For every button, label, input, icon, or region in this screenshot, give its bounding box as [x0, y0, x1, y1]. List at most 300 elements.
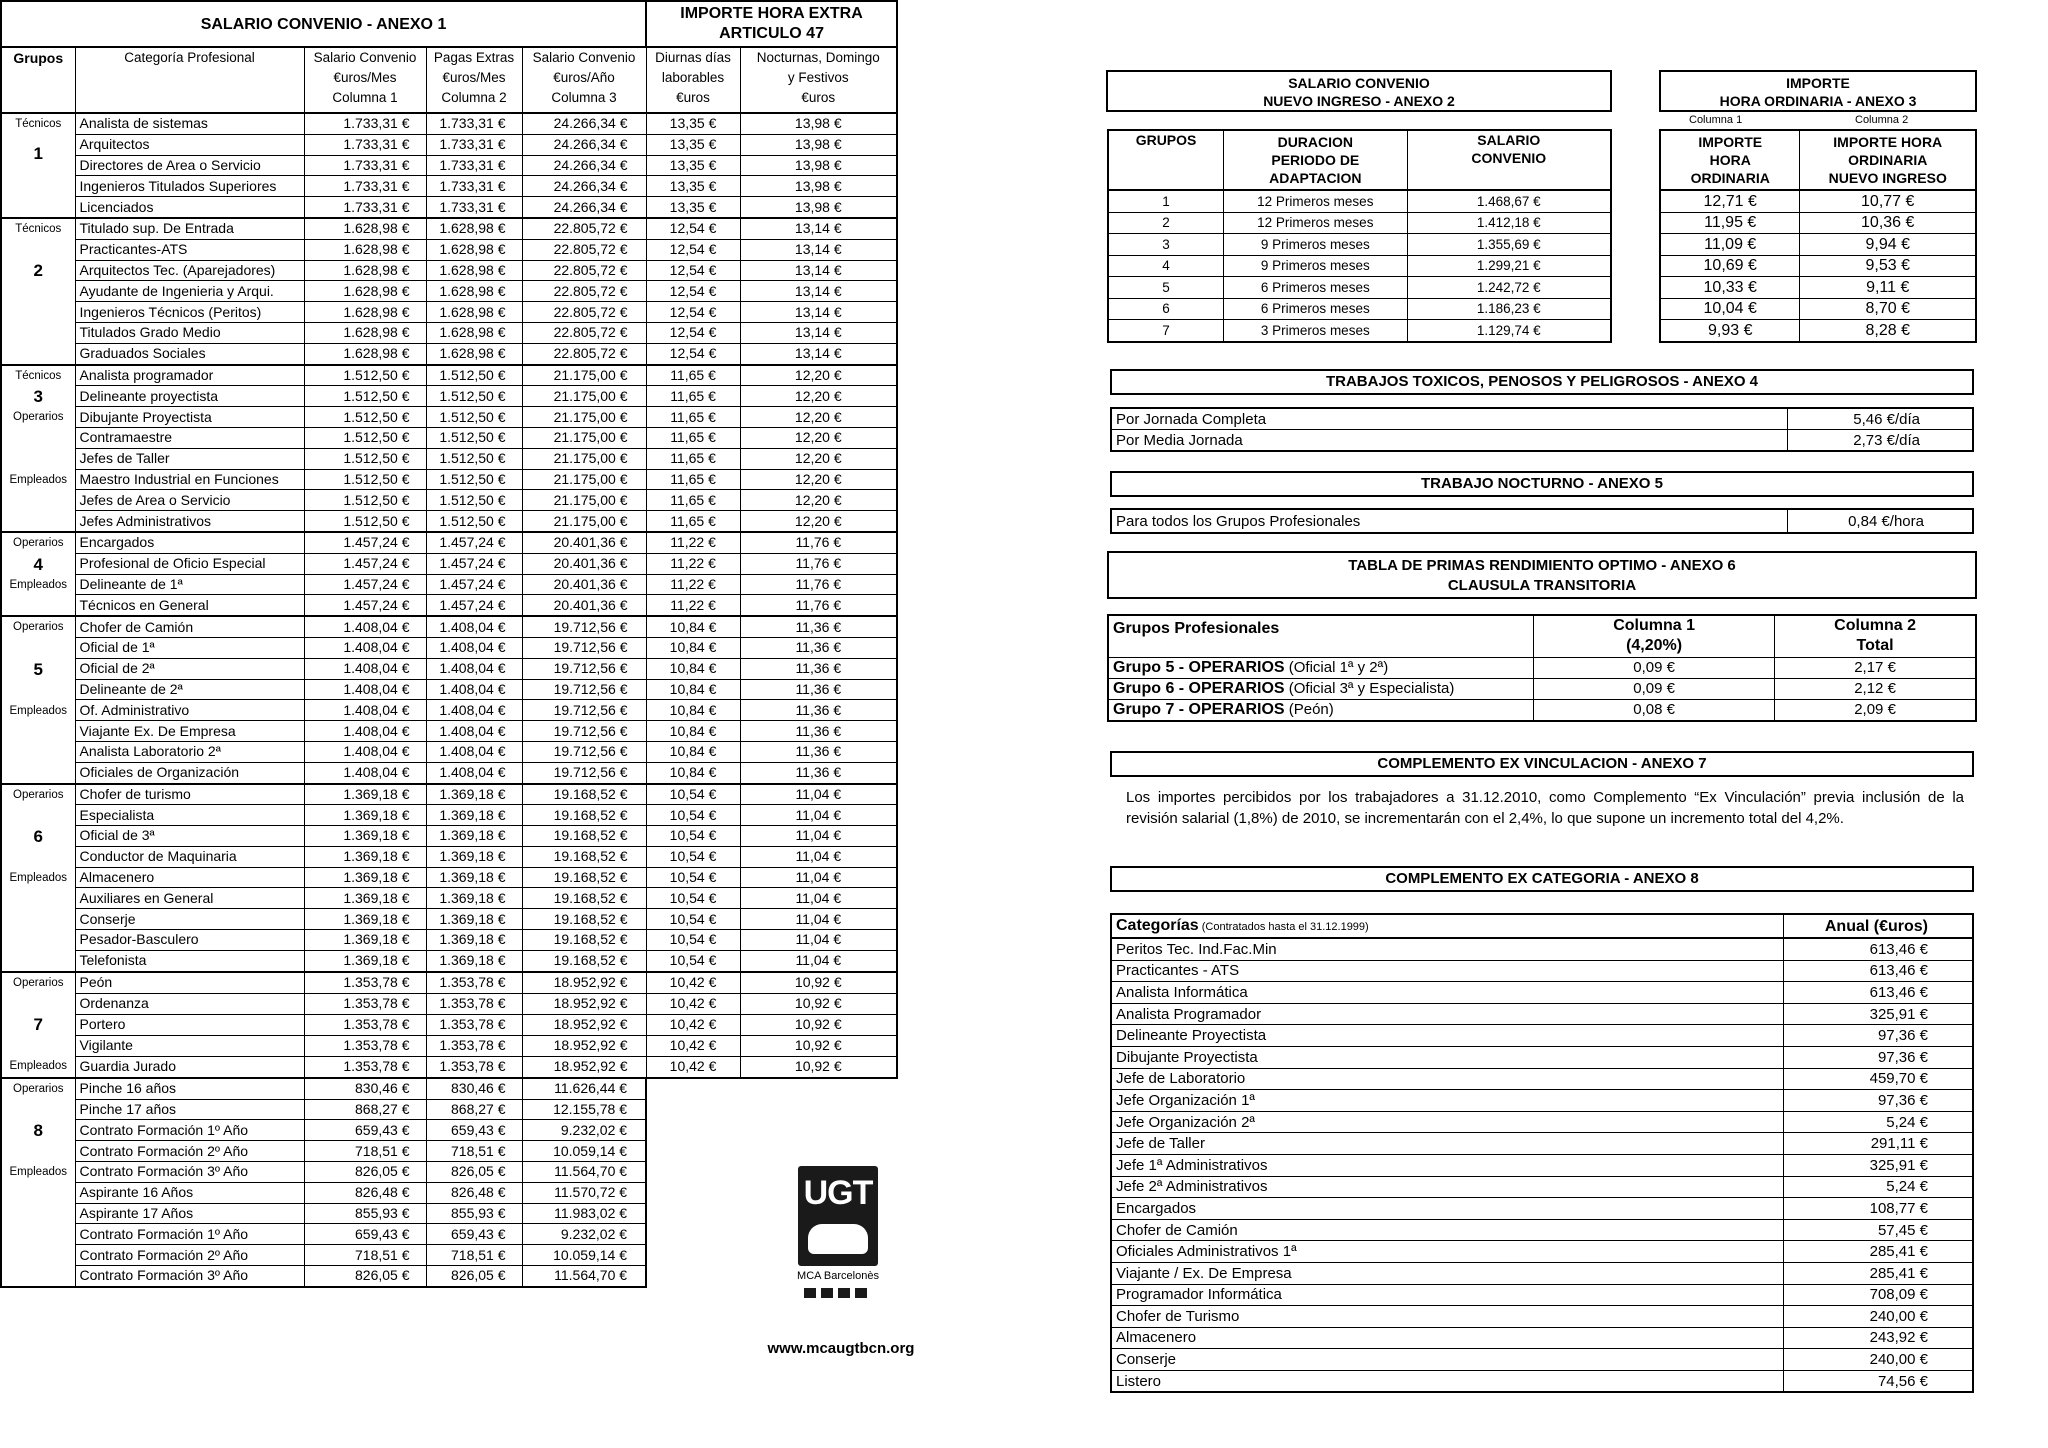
group-label: Empleados — [9, 871, 68, 884]
group-label: Operarios — [13, 788, 64, 801]
group-cell — [1, 972, 75, 1078]
night-hour-cell: 10,92 € — [740, 972, 897, 994]
salary-month-cell: 1.369,18 € — [304, 909, 426, 930]
logo-bars-icon — [804, 1288, 872, 1298]
salary-month-cell: 1.457,24 € — [304, 553, 426, 574]
category-cell: Maestro Industrial en Funciones — [75, 469, 304, 490]
salary-year-cell: 11.983,02 € — [522, 1203, 646, 1224]
salary-year-cell: 19.168,52 € — [522, 784, 646, 805]
extra-pay-cell: 1.369,18 € — [426, 930, 522, 951]
night-hour-cell: 10,92 € — [740, 1014, 897, 1035]
day-hour-cell: 10,54 € — [646, 846, 740, 867]
salary-month-cell: 1.628,98 € — [304, 343, 426, 364]
salary-month-cell: 1.512,50 € — [304, 427, 426, 448]
anexo6-header-c2: Columna 2 Total — [1775, 615, 1976, 657]
day-hour-cell: 10,84 € — [646, 679, 740, 700]
salary-year-cell: 20.401,36 € — [522, 553, 646, 574]
salary-month-cell: 1.369,18 € — [304, 888, 426, 909]
group-cell: 3 — [1108, 234, 1224, 256]
anexo4-title: TRABAJOS TOXICOS, PENOSOS Y PELIGROSOS - ANEXO 4 — [1110, 369, 1974, 395]
group-cell: 2 — [1108, 212, 1224, 234]
hour-rate-new-cell: 10,36 € — [1800, 212, 1976, 234]
group-cell: Grupo 6 - OPERARIOS (Oficial 3ª y Especialista) — [1108, 678, 1534, 699]
extra-pay-cell: 1.628,98 € — [426, 322, 522, 343]
salary-year-cell: 11.564,70 € — [522, 1162, 646, 1183]
table-row — [1, 1014, 897, 1035]
salary-month-cell: 1.733,31 € — [304, 134, 426, 155]
anexo6-header-c1: Columna 1 (4,20%) — [1534, 615, 1775, 657]
category-cell: Oficial de 1ª — [75, 637, 304, 658]
category-cell: Conductor de Maquinaria — [75, 846, 304, 867]
group-cell — [1, 113, 75, 218]
anexo2-header-salario: SALARIO CONVENIO — [1407, 130, 1611, 190]
day-hour-cell: 13,35 € — [646, 197, 740, 218]
table-row — [1660, 277, 1976, 299]
amount-cell: 74,56 € — [1783, 1370, 1973, 1392]
handshake-icon — [808, 1224, 868, 1254]
table-row — [1111, 1349, 1973, 1371]
salary-year-cell: 11.564,70 € — [522, 1266, 646, 1287]
amount-cell: 240,00 € — [1783, 1349, 1973, 1371]
anexo2-header-duracion: DURACION PERIODO DE ADAPTACION — [1224, 130, 1407, 190]
day-hour-cell: 11,65 € — [646, 365, 740, 386]
table-row — [1, 826, 897, 847]
salary-month-cell: 718,51 € — [304, 1245, 426, 1266]
category-cell: Arquitectos — [75, 134, 304, 155]
ugt-logo — [778, 1166, 898, 1308]
day-hour-cell — [646, 1245, 740, 1266]
extra-pay-cell: 1.733,31 € — [426, 134, 522, 155]
amount-cell: 5,24 € — [1783, 1176, 1973, 1198]
anexo6-header-grupos: Grupos Profesionales — [1108, 615, 1534, 657]
category-cell: Oficiales Administrativos 1ª — [1111, 1241, 1783, 1263]
anexo2-header-grupos: GRUPOS — [1108, 130, 1224, 190]
extra-pay-cell: 1.733,31 € — [426, 113, 522, 134]
table-row — [1108, 234, 1611, 256]
salary-year-cell: 19.168,52 € — [522, 846, 646, 867]
extra-pay-cell: 718,51 € — [426, 1245, 522, 1266]
value-cell-c2: 2,09 € — [1775, 699, 1976, 721]
extra-pay-cell: 1.408,04 € — [426, 637, 522, 658]
hour-rate-cell: 11,09 € — [1660, 234, 1800, 256]
anexo5-row-label: Para todos los Grupos Profesionales — [1111, 509, 1787, 533]
group-label: Empleados — [9, 578, 68, 591]
night-hour-cell: 11,04 € — [740, 888, 897, 909]
extra-pay-cell: 1.408,04 € — [426, 700, 522, 721]
category-cell: Analista programador — [75, 365, 304, 386]
day-hour-cell: 10,42 € — [646, 1035, 740, 1056]
table-row — [1108, 277, 1611, 299]
day-hour-cell: 12,54 € — [646, 218, 740, 239]
group-cell: Grupo 7 - OPERARIOS (Peón) — [1108, 699, 1534, 721]
salary-month-cell: 1.512,50 € — [304, 448, 426, 469]
salary-year-cell: 22.805,72 € — [522, 218, 646, 239]
category-cell: Delineante Proyectista — [1111, 1025, 1783, 1047]
night-hour-cell: 10,92 € — [740, 993, 897, 1014]
salary-year-cell: 20.401,36 € — [522, 595, 646, 616]
night-hour-cell: 11,04 € — [740, 826, 897, 847]
salary-month-cell: 1.733,31 € — [304, 176, 426, 197]
day-hour-cell: 10,84 € — [646, 762, 740, 783]
group-cell — [1, 532, 75, 616]
table-row — [1660, 234, 1976, 256]
day-hour-cell: 12,54 € — [646, 302, 740, 323]
salary-month-cell: 1.628,98 € — [304, 218, 426, 239]
table-row — [1, 511, 897, 532]
anexo4-row-label: Por Jornada Completa — [1111, 408, 1787, 430]
table-row — [1111, 1046, 1973, 1068]
table-row — [1, 302, 897, 323]
group-cell: Grupo 5 - OPERARIOS (Oficial 1ª y 2ª) — [1108, 657, 1534, 678]
extra-pay-cell: 855,93 € — [426, 1203, 522, 1224]
category-cell: Contramaestre — [75, 427, 304, 448]
table-row — [1, 595, 897, 616]
salary-month-cell: 1.353,78 € — [304, 1014, 426, 1035]
category-cell: Delineante de 2ª — [75, 679, 304, 700]
header-col2: Pagas Extras €uros/Mes Columna 2 — [426, 47, 522, 113]
salary-month-cell: 1.628,98 € — [304, 281, 426, 302]
value-cell-c1: 0,09 € — [1534, 678, 1775, 699]
extra-pay-cell: 1.408,04 € — [426, 616, 522, 637]
category-cell: Peón — [75, 972, 304, 994]
category-cell: Contrato Formación 1º Año — [75, 1120, 304, 1141]
table-row — [1108, 212, 1611, 234]
extra-pay-cell: 1.512,50 € — [426, 511, 522, 532]
value-cell-c1: 0,08 € — [1534, 699, 1775, 721]
night-hour-cell: 11,04 € — [740, 950, 897, 971]
salary-year-cell: 19.168,52 € — [522, 805, 646, 826]
group-label: Empleados — [9, 704, 68, 717]
amount-cell: 97,36 € — [1783, 1025, 1973, 1047]
night-hour-cell: 11,36 € — [740, 721, 897, 742]
night-hour-cell: 11,36 € — [740, 679, 897, 700]
category-cell: Jefe Organización 1ª — [1111, 1090, 1783, 1112]
category-cell: Aspirante 16 Años — [75, 1182, 304, 1203]
extra-pay-cell: 659,43 € — [426, 1224, 522, 1245]
salary-month-cell: 1.512,50 € — [304, 386, 426, 407]
salary-month-cell: 1.369,18 € — [304, 867, 426, 888]
salary-year-cell: 24.266,34 € — [522, 155, 646, 176]
category-cell: Chofer de Turismo — [1111, 1306, 1783, 1328]
extra-pay-cell: 1.353,78 € — [426, 1035, 522, 1056]
anexo4-row-label: Por Media Jornada — [1111, 430, 1787, 452]
day-hour-cell: 11,65 € — [646, 511, 740, 532]
night-hour-cell: 13,98 € — [740, 155, 897, 176]
extra-pay-cell: 1.512,50 € — [426, 427, 522, 448]
table-row — [1, 616, 897, 637]
night-hour-cell: 11,36 € — [740, 637, 897, 658]
day-hour-cell: 10,54 € — [646, 909, 740, 930]
night-hour-cell: 12,20 € — [740, 511, 897, 532]
extra-pay-cell: 1.512,50 € — [426, 469, 522, 490]
day-hour-cell: 12,54 € — [646, 343, 740, 364]
extra-pay-cell: 1.512,50 € — [426, 386, 522, 407]
category-cell: Jefes de Area o Servicio — [75, 490, 304, 511]
day-hour-cell: 10,54 € — [646, 888, 740, 909]
table-row — [1, 950, 897, 971]
table-row — [1, 784, 897, 805]
amount-cell: 285,41 € — [1783, 1262, 1973, 1284]
header-diurnas: Diurnas días laborables €uros — [646, 47, 740, 113]
table-row — [1, 553, 897, 574]
night-hour-cell: 13,14 € — [740, 302, 897, 323]
salary-year-cell: 22.805,72 € — [522, 239, 646, 260]
category-cell: Oficial de 2ª — [75, 658, 304, 679]
value-cell-c2: 2,12 € — [1775, 678, 1976, 699]
salary-year-cell: 22.805,72 € — [522, 322, 646, 343]
extra-pay-cell: 868,27 € — [426, 1099, 522, 1120]
group-number: 2 — [33, 260, 43, 280]
anexo5-table — [1110, 508, 1974, 534]
website-link[interactable]: www.mcaugtbcn.org — [767, 1340, 915, 1357]
value-cell-c1: 0,09 € — [1534, 657, 1775, 678]
anexo8-table — [1110, 913, 1974, 1393]
group-cell — [1, 616, 75, 783]
table-row — [1, 1056, 897, 1078]
night-hour-cell — [740, 1078, 897, 1099]
anexo1-table — [0, 0, 898, 1288]
category-cell: Jefe de Laboratorio — [1111, 1068, 1783, 1090]
hour-rate-cell: 10,04 € — [1660, 298, 1800, 320]
category-cell: Jefe de Taller — [1111, 1133, 1783, 1155]
group-label: Técnicos — [15, 369, 62, 382]
amount-cell: 613,46 € — [1783, 960, 1973, 982]
salary-month-cell: 1.628,98 € — [304, 302, 426, 323]
group-cell: 6 — [1108, 298, 1224, 320]
salary-year-cell: 21.175,00 € — [522, 490, 646, 511]
night-hour-cell: 13,14 € — [740, 322, 897, 343]
amount-cell: 240,00 € — [1783, 1306, 1973, 1328]
night-hour-cell: 11,36 € — [740, 741, 897, 762]
category-cell: Técnicos en General — [75, 595, 304, 616]
table-row — [1, 658, 897, 679]
category-cell: Profesional de Oficio Especial — [75, 553, 304, 574]
category-cell: Chofer de turismo — [75, 784, 304, 805]
salary-year-cell: 21.175,00 € — [522, 407, 646, 428]
category-cell: Ordenanza — [75, 993, 304, 1014]
salary-year-cell: 19.168,52 € — [522, 950, 646, 971]
salary-year-cell: 20.401,36 € — [522, 532, 646, 553]
category-cell: Chofer de Camión — [75, 616, 304, 637]
day-hour-cell: 10,54 € — [646, 950, 740, 971]
amount-cell: 5,24 € — [1783, 1111, 1973, 1133]
extra-pay-cell: 1.733,31 € — [426, 197, 522, 218]
salary-month-cell: 1.408,04 € — [304, 679, 426, 700]
extra-pay-cell: 1.369,18 € — [426, 805, 522, 826]
group-number: 5 — [33, 659, 43, 679]
extra-pay-cell: 1.408,04 € — [426, 658, 522, 679]
night-hour-cell: 11,04 € — [740, 784, 897, 805]
salary-year-cell: 20.401,36 € — [522, 574, 646, 595]
duration-cell: 9 Primeros meses — [1224, 255, 1407, 277]
night-hour-cell: 13,14 € — [740, 343, 897, 364]
table-row — [1, 762, 897, 783]
category-cell: Pinche 16 años — [75, 1078, 304, 1099]
table-row — [1111, 1154, 1973, 1176]
anexo3-table — [1659, 129, 1977, 343]
hour-rate-cell: 9,93 € — [1660, 320, 1800, 342]
anexo8-header-cat: Categorías (Contratados hasta el 31.12.1999) — [1111, 914, 1783, 938]
category-cell: Delineante de 1ª — [75, 574, 304, 595]
salary-month-cell: 1.628,98 € — [304, 322, 426, 343]
day-hour-cell: 11,22 € — [646, 574, 740, 595]
extra-pay-cell: 1.353,78 € — [426, 1056, 522, 1078]
anexo2-table — [1107, 129, 1612, 343]
salary-year-cell: 19.712,56 € — [522, 679, 646, 700]
category-cell: Auxiliares en General — [75, 888, 304, 909]
category-cell: Practicantes - ATS — [1111, 960, 1783, 982]
salary-month-cell: 659,43 € — [304, 1120, 426, 1141]
table-row — [1, 407, 897, 428]
category-cell: Practicantes-ATS — [75, 239, 304, 260]
extra-pay-cell: 1.369,18 € — [426, 888, 522, 909]
anexo4-table — [1110, 407, 1974, 452]
night-hour-cell: 11,04 € — [740, 846, 897, 867]
hour-rate-new-cell: 10,77 € — [1800, 190, 1976, 212]
salary-year-cell: 19.712,56 € — [522, 741, 646, 762]
table-row — [1, 1203, 897, 1224]
table-row — [1111, 1306, 1973, 1328]
table-row — [1, 386, 897, 407]
day-hour-cell: 11,65 € — [646, 469, 740, 490]
anexo1-header-row — [1, 47, 897, 113]
anexo2-title: SALARIO CONVENIO NUEVO INGRESO - ANEXO 2 — [1106, 70, 1612, 112]
anexo5-title: TRABAJO NOCTURNO - ANEXO 5 — [1110, 471, 1974, 497]
night-hour-cell: 11,76 € — [740, 595, 897, 616]
category-cell: Analista de sistemas — [75, 113, 304, 134]
salary-cell: 1.186,23 € — [1407, 298, 1611, 320]
anexo4-row-value: 2,73 €/día — [1787, 430, 1973, 452]
salary-year-cell: 22.805,72 € — [522, 302, 646, 323]
category-cell: Arquitectos Tec. (Aparejadores) — [75, 260, 304, 281]
category-cell: Viajante / Ex. De Empresa — [1111, 1262, 1783, 1284]
salary-year-cell: 21.175,00 € — [522, 448, 646, 469]
table-row — [1, 1162, 897, 1183]
table-row — [1, 1035, 897, 1056]
table-row — [1, 239, 897, 260]
category-cell: Telefonista — [75, 950, 304, 971]
table-row — [1111, 1111, 1973, 1133]
group-number: 7 — [33, 1015, 43, 1035]
extra-pay-cell: 1.408,04 € — [426, 679, 522, 700]
table-row — [1108, 320, 1611, 342]
night-hour-cell: 13,14 € — [740, 218, 897, 239]
category-cell: Dibujante Proyectista — [75, 407, 304, 428]
table-row — [1111, 1327, 1973, 1349]
night-hour-cell: 10,92 € — [740, 1056, 897, 1078]
table-row — [1108, 657, 1976, 678]
category-cell: Analista Informática — [1111, 982, 1783, 1004]
header-col1: Salario Convenio €uros/Mes Columna 1 — [304, 47, 426, 113]
day-hour-cell: 10,54 € — [646, 826, 740, 847]
day-hour-cell: 10,54 € — [646, 930, 740, 951]
night-hour-cell: 12,20 € — [740, 469, 897, 490]
salary-cell: 1.299,21 € — [1407, 255, 1611, 277]
extra-pay-cell: 1.628,98 € — [426, 281, 522, 302]
group-number: 4 — [33, 554, 43, 574]
anexo7-title: COMPLEMENTO EX VINCULACION - ANEXO 7 — [1110, 751, 1974, 777]
table-row — [1, 637, 897, 658]
salary-month-cell: 1.733,31 € — [304, 113, 426, 134]
salary-month-cell: 1.369,18 € — [304, 930, 426, 951]
salary-year-cell: 18.952,92 € — [522, 1014, 646, 1035]
anexo8-header-anual: Anual (€uros) — [1783, 914, 1973, 938]
night-hour-cell — [740, 1099, 897, 1120]
salary-month-cell: 1.353,78 € — [304, 993, 426, 1014]
salary-cell: 1.129,74 € — [1407, 320, 1611, 342]
table-row — [1, 427, 897, 448]
group-cell — [1, 1078, 75, 1287]
category-cell: Oficiales de Organización — [75, 762, 304, 783]
table-row — [1, 490, 897, 511]
category-cell: Contrato Formación 2º Año — [75, 1245, 304, 1266]
extra-pay-cell: 1.457,24 € — [426, 532, 522, 553]
salary-month-cell: 1.457,24 € — [304, 595, 426, 616]
category-cell: Chofer de Camión — [1111, 1219, 1783, 1241]
table-row — [1111, 1176, 1973, 1198]
salary-year-cell: 19.168,52 € — [522, 888, 646, 909]
group-label: Operarios — [13, 411, 64, 424]
category-cell: Peritos Tec. Ind.Fac.Min — [1111, 938, 1783, 960]
hour-rate-new-cell: 8,28 € — [1800, 320, 1976, 342]
category-cell: Pinche 17 años — [75, 1099, 304, 1120]
salary-year-cell: 19.168,52 € — [522, 867, 646, 888]
category-cell: Titulados Grado Medio — [75, 322, 304, 343]
group-number: 1 — [33, 143, 43, 163]
night-hour-cell: 13,98 € — [740, 134, 897, 155]
category-cell: Vigilante — [75, 1035, 304, 1056]
hour-rate-cell: 10,69 € — [1660, 255, 1800, 277]
category-cell: Graduados Sociales — [75, 343, 304, 364]
category-cell: Especialista — [75, 805, 304, 826]
category-cell: Contrato Formación 2º Año — [75, 1141, 304, 1162]
salary-cell: 1.468,67 € — [1407, 190, 1611, 212]
table-row — [1, 155, 897, 176]
day-hour-cell: 10,84 € — [646, 700, 740, 721]
day-hour-cell: 11,22 € — [646, 595, 740, 616]
salary-month-cell: 1.512,50 € — [304, 490, 426, 511]
salary-year-cell: 10.059,14 € — [522, 1245, 646, 1266]
night-hour-cell: 11,04 € — [740, 867, 897, 888]
table-row — [1, 469, 897, 490]
logo-text: UGT — [803, 1174, 873, 1212]
amount-cell: 708,09 € — [1783, 1284, 1973, 1306]
amount-cell: 285,41 € — [1783, 1241, 1973, 1263]
salary-year-cell: 11.626,44 € — [522, 1078, 646, 1099]
table-row — [1, 846, 897, 867]
extra-pay-cell: 1.369,18 € — [426, 784, 522, 805]
night-hour-cell: 13,14 € — [740, 281, 897, 302]
duration-cell: 3 Primeros meses — [1224, 320, 1407, 342]
salary-month-cell: 1.369,18 € — [304, 826, 426, 847]
salary-month-cell: 1.408,04 € — [304, 658, 426, 679]
duration-cell: 6 Primeros meses — [1224, 277, 1407, 299]
table-row — [1111, 1003, 1973, 1025]
salary-year-cell: 24.266,34 € — [522, 197, 646, 218]
salary-month-cell: 830,46 € — [304, 1078, 426, 1099]
table-row — [1, 1182, 897, 1203]
day-hour-cell: 10,42 € — [646, 993, 740, 1014]
extra-pay-cell: 1.512,50 € — [426, 448, 522, 469]
extra-pay-cell: 1.628,98 € — [426, 302, 522, 323]
night-hour-cell: 11,04 € — [740, 930, 897, 951]
amount-cell: 291,11 € — [1783, 1133, 1973, 1155]
table-row — [1, 930, 897, 951]
category-cell: Conserje — [75, 909, 304, 930]
night-hour-cell: 11,36 € — [740, 762, 897, 783]
salary-month-cell: 868,27 € — [304, 1099, 426, 1120]
hour-rate-cell: 12,71 € — [1660, 190, 1800, 212]
